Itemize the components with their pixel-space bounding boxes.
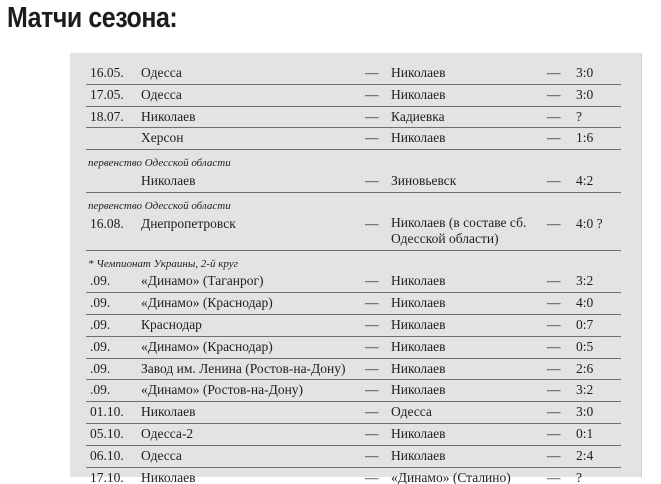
dash-separator: — <box>365 295 379 311</box>
table-note-row <box>86 193 621 214</box>
match-score: 0:1 <box>576 425 594 441</box>
match-score: 0:7 <box>576 316 594 332</box>
match-table <box>86 63 621 484</box>
dash-separator: — <box>365 447 379 463</box>
home-team: Николаев <box>141 172 196 188</box>
table-row <box>86 468 621 484</box>
table-row <box>86 337 621 359</box>
match-date: 17.05. <box>90 86 124 102</box>
dash-separator: — <box>547 338 561 354</box>
match-score: 3:2 <box>576 382 594 398</box>
dash-separator: — <box>365 172 379 188</box>
table-row <box>86 293 621 315</box>
match-date: 06.10. <box>90 447 124 463</box>
match-score: 3:0 <box>576 86 594 102</box>
match-score: 4:0 <box>576 295 594 311</box>
away-team: Николаев <box>391 86 446 102</box>
match-score: 0:5 <box>576 338 594 354</box>
match-score: 1:6 <box>576 130 594 146</box>
competition-note: * Чемпионат Украины, 2-й круг <box>88 257 238 270</box>
match-date: 16.08. <box>90 215 124 231</box>
table-row <box>86 359 621 381</box>
dash-separator: — <box>365 273 379 289</box>
away-team: Николаев <box>391 65 446 80</box>
match-date: .09. <box>90 295 111 311</box>
match-score: 3:0 <box>576 404 594 420</box>
match-date: .09. <box>90 338 111 354</box>
dash-separator: — <box>547 360 561 376</box>
table-row <box>86 107 621 129</box>
dash-separator: — <box>547 382 561 398</box>
dash-separator: — <box>547 108 561 124</box>
home-team: «Динамо» (Таганрог) <box>141 273 264 289</box>
away-team: Николаев <box>391 130 446 146</box>
home-team: Николаев <box>141 469 196 484</box>
dash-separator: — <box>547 425 561 441</box>
table-row <box>86 446 621 468</box>
away-team: Николаев <box>391 316 446 332</box>
table-row <box>86 214 621 251</box>
away-team: Николаев <box>391 447 446 463</box>
competition-note: первенство Одесской области <box>88 157 231 170</box>
table-row <box>86 380 621 402</box>
table-row <box>86 315 621 337</box>
match-score: 3:2 <box>576 273 594 289</box>
dash-separator: — <box>547 65 561 80</box>
home-team: Одесса <box>141 86 182 102</box>
match-date: 17.10. <box>90 469 124 484</box>
away-team: Николаев <box>391 360 446 376</box>
dash-separator: — <box>365 469 379 484</box>
away-team: Николаев <box>391 425 446 441</box>
match-score: 4:0 ? <box>576 215 603 231</box>
home-team: «Динамо» (Ростов-на-Дону) <box>141 382 304 398</box>
dash-separator: — <box>547 316 561 332</box>
dash-separator: — <box>547 86 561 102</box>
table-row <box>86 424 621 446</box>
table-note-row <box>86 150 621 171</box>
table-note-row <box>86 251 621 272</box>
match-date: 01.10. <box>90 404 124 420</box>
table-row <box>86 402 621 424</box>
dash-separator: — <box>365 130 379 146</box>
match-date: .09. <box>90 382 111 398</box>
match-date: 05.10. <box>90 425 124 441</box>
match-score: 4:2 <box>576 172 594 188</box>
away-team: Николаев <box>391 295 446 311</box>
home-team: Одесса <box>141 65 182 80</box>
table-row <box>86 128 621 150</box>
away-team: Николаев <box>391 273 446 289</box>
home-team: Одесса <box>141 447 182 463</box>
home-team: «Динамо» (Краснодар) <box>141 338 273 354</box>
match-date: 18.07. <box>90 108 124 124</box>
match-date: .09. <box>90 316 111 332</box>
away-team: Одесса <box>391 404 432 420</box>
home-team: Одесса-2 <box>141 425 194 441</box>
dash-separator: — <box>547 172 561 188</box>
home-team: «Динамо» (Краснодар) <box>141 295 273 311</box>
away-team: Николаев (в составе сб. Одесской области) <box>391 214 527 247</box>
away-team: Николаев <box>391 382 446 398</box>
home-team: Николаев <box>141 108 196 124</box>
home-team: Краснодар <box>141 316 202 332</box>
away-team: Кадиевка <box>391 108 445 124</box>
dash-separator: — <box>365 316 379 332</box>
home-team: Херсон <box>141 130 184 146</box>
away-team: Николаев <box>391 338 446 354</box>
dash-separator: — <box>365 382 379 398</box>
dash-separator: — <box>365 215 379 231</box>
match-score: 2:4 <box>576 447 594 463</box>
match-score: 3:0 <box>576 65 594 80</box>
away-team: Зиновьевск <box>391 172 457 188</box>
match-date: 16.05. <box>90 65 124 80</box>
competition-note: первенство Одесской области <box>88 199 231 212</box>
match-score: 2:6 <box>576 360 594 376</box>
match-score: ? <box>576 108 582 124</box>
page-title: Матчи сезона: <box>7 2 178 34</box>
dash-separator: — <box>365 65 379 80</box>
dash-separator: — <box>547 469 561 484</box>
dash-separator: — <box>547 447 561 463</box>
dash-separator: — <box>365 425 379 441</box>
table-row <box>86 171 621 193</box>
match-date: .09. <box>90 360 111 376</box>
dash-separator: — <box>365 360 379 376</box>
away-team: «Динамо» (Сталино) <box>391 469 511 484</box>
dash-separator: — <box>365 86 379 102</box>
table-row <box>86 63 621 85</box>
dash-separator: — <box>365 338 379 354</box>
matches-panel <box>70 53 642 484</box>
dash-separator: — <box>365 404 379 420</box>
home-team: Завод им. Ленина (Ростов-на-Дону) <box>141 360 346 376</box>
dash-separator: — <box>547 273 561 289</box>
dash-separator: — <box>547 404 561 420</box>
dash-separator: — <box>547 295 561 311</box>
match-date: .09. <box>90 273 111 289</box>
home-team: Днепропетровск <box>141 215 236 231</box>
dash-separator: — <box>547 130 561 146</box>
dash-separator: — <box>547 215 561 231</box>
table-row <box>86 271 621 293</box>
dash-separator: — <box>365 108 379 124</box>
match-score: ? <box>576 469 582 484</box>
table-row <box>86 85 621 107</box>
home-team: Николаев <box>141 404 196 420</box>
